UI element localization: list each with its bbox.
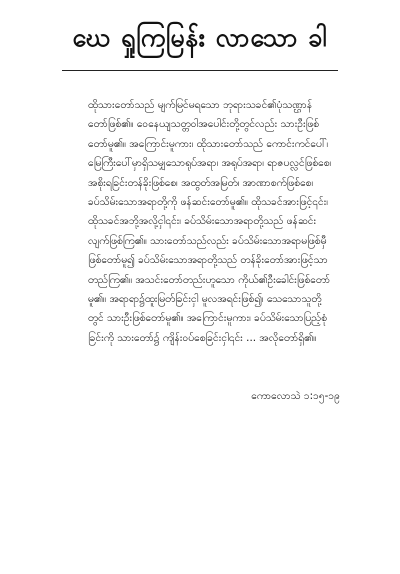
passage-line-9: ဖြစ်တော်မူ၍ ခပ်သိမ်းသောအရာတို့သည် တန်ခိုးတော်အားဖြင့်သာ	[88, 254, 328, 267]
scripture-citation: ကောလောသဲ ၁:၁၅-၁၉	[251, 390, 340, 402]
scripture-passage	[88, 96, 340, 348]
title-divider	[62, 70, 338, 71]
passage-line-11: မူ၏။ အရာရာ၌ထူးမြတ်ခြင်းငှါ မူလအရင်းဖြစ်၍၊ သေသောသူတို့	[88, 293, 322, 306]
passage-line-7: ထိုသခင်အဘို့အလို့ငှါ၎င်း၊ ခပ်သိမ်းသောအရာတို့သည် ဖန်ဆင်း	[88, 215, 317, 228]
passage-line-5: အစိုးရခြင်းတန်ခိုးဖြစ်စေ၊ အထွတ်အမြတ်၊ အာဏာစက်ဖြစ်စေ၊	[88, 176, 314, 189]
passage-line-12: တွင် သားဦးဖြစ်တော်မူ၏။ အကြောင်းမူကား၊ ခပ်သိမ်းသောပြည့်စုံ	[88, 312, 327, 325]
passage-line-3: တော်မူ၏။ အကြောင်းမူကား၊ ထိုသားတော်သည် ကောင်းကင်ပေါ်၊	[88, 137, 329, 150]
passage-line-13: ခြင်းကို သားတော်၌ ကျိန်းဝပ်စေခြင်းငှါ၎င်း ... အလိုတော်ရှိ၏။	[88, 331, 317, 344]
passage-line-2: တော်ဖြစ်၏။ ဝေနေယျသတ္တဝါအပေါင်းတို့တွင်လည်း သားဦးဖြစ်	[88, 118, 320, 131]
passage-line-8: လျက်ဖြစ်ကြ၏။ သားတော်သည်လည်း ခပ်သိမ်းသောအရာမဖြစ်မှီ	[88, 234, 327, 247]
passage-line-10: တည်ကြ၏။ အသင်းတော်တည်းဟူသော ကိုယ်၏ဦးခေါင်းဖြစ်တော်	[88, 273, 331, 286]
passage-line-6: ခပ်သိမ်းသောအရာတို့ကို ဖန်ဆင်းတော်မူ၏။ ထိုသခင်အားဖြင့်၎င်း၊	[88, 196, 328, 209]
passage-line-4: မြေကြီးပေါ်မှာရှိသမျှသောရုပ်အရာ၊ အရုပ်အရာ၊ ရာဇပလ္လင်ဖြစ်စေ၊	[88, 157, 332, 170]
passage-line-1: ထိုသားတော်သည် မျက်မြင်မရသော ဘုရားသခင်၏ပုံသဏ္ဌာန်	[88, 99, 313, 111]
page-title: ဃေ ရှုကြမြန်း လာသော ခါ	[72, 23, 328, 52]
